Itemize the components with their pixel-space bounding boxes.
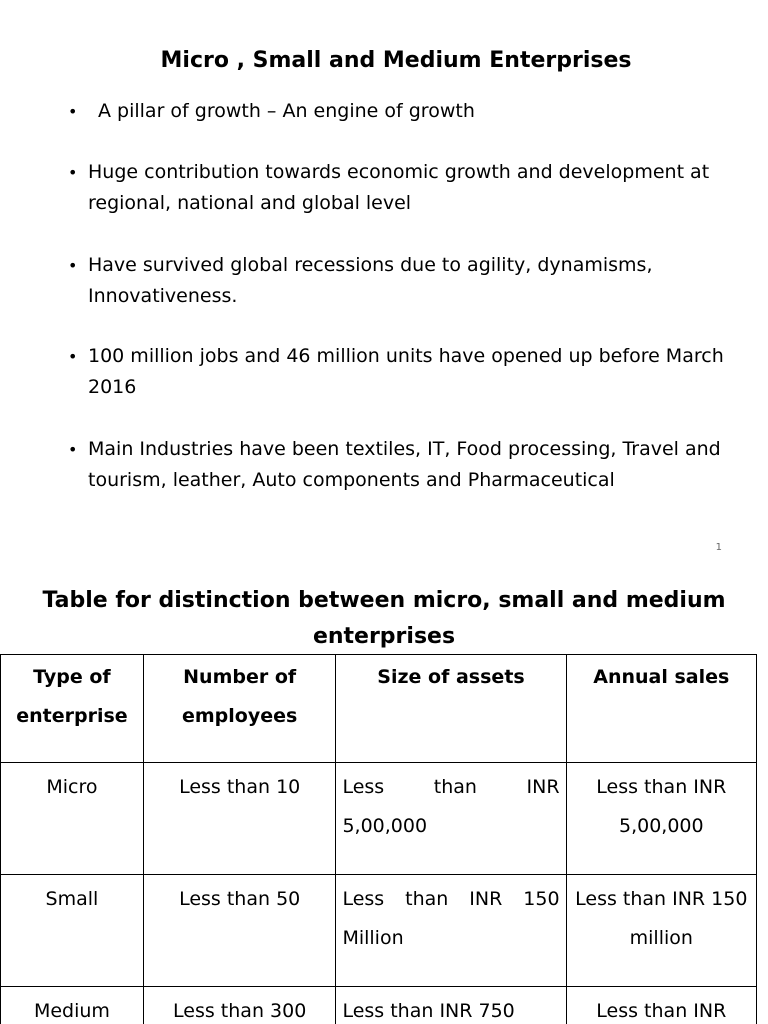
bullet-text: 100 million jobs and 46 million units have opened up before March 2016 (88, 345, 724, 398)
bullet-item (68, 434, 758, 496)
bullet-dot: • (68, 256, 78, 275)
cell-sales: Less than INR (566, 987, 756, 1024)
cell-employees: Less than 10 (143, 763, 336, 875)
cell-employees: Less than 50 (143, 875, 336, 987)
bullet-item (68, 341, 758, 403)
table-row (1, 987, 757, 1024)
cell-assets: Less than INR 750 (336, 987, 566, 1024)
bullet-dot: • (68, 102, 78, 121)
cell-sales: Less than INR 5,00,000 (566, 763, 756, 875)
bullet-item (68, 96, 758, 127)
cell-employees: Less than 300 (143, 987, 336, 1024)
bullet-dot: • (68, 440, 78, 459)
cell-sales: Less than INR 150 million (566, 875, 756, 987)
bullet-dot: • (68, 163, 78, 182)
cell-type: Medium (1, 987, 144, 1024)
cell-assets: Less than INR 150 Million (336, 875, 566, 987)
cell-type: Micro (1, 763, 144, 875)
bullet-dot: • (68, 347, 78, 366)
bullet-text: Huge contribution towards economic growth and development at regional, national and global level (88, 161, 710, 214)
bullet-text: Main Industries have been textiles, IT, Food processing, Travel and tourism, leather, Auto components and Pharmaceutical (88, 438, 721, 491)
cell-type: Small (1, 875, 144, 987)
enterprise-table (0, 654, 757, 1024)
table-row (1, 875, 757, 987)
header-type: Type of enterprise (1, 655, 144, 763)
page-number: 1 (715, 542, 722, 553)
bullet-text: Have survived global recessions due to agility, dynamisms, Innovativeness. (88, 254, 653, 307)
table-header-row (1, 655, 757, 763)
header-sales: Annual sales (566, 655, 756, 763)
cell-assets: Less than INR 5,00,000 (336, 763, 566, 875)
slide-title: Micro , Small and Medium Enterprises (160, 48, 632, 73)
bullet-item (68, 157, 758, 219)
table-title: Table for distinction between micro, small and medium enterprises (42, 588, 726, 649)
bullet-item (68, 250, 758, 312)
header-employees: Number of employees (143, 655, 336, 763)
table-row (1, 763, 757, 875)
header-assets: Size of assets (336, 655, 566, 763)
bullet-text: A pillar of growth – An engine of growth (98, 100, 475, 122)
